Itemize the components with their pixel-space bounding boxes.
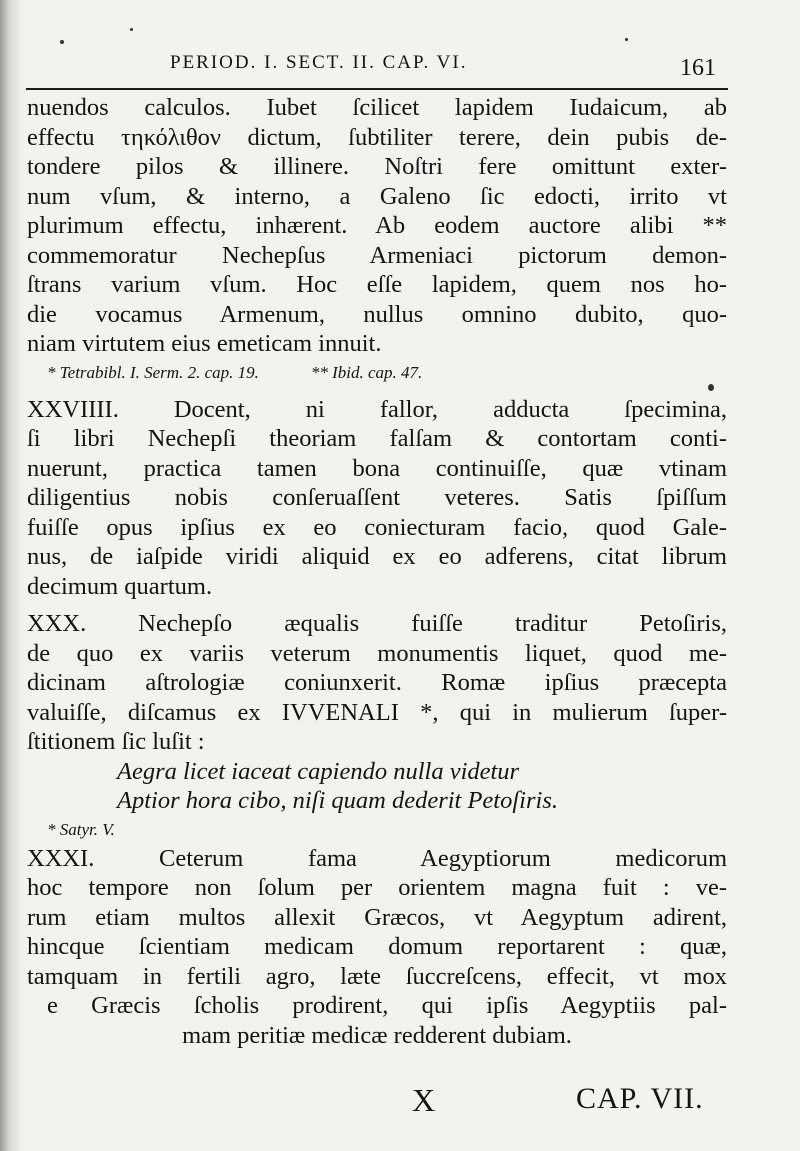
ink-speck (625, 38, 628, 41)
text-line: commemoratur Nechepſus Armeniaci pictorum demon- (27, 241, 727, 269)
text-line: tamquam in fertili agro, læte ſuccreſcens, effecit, vt mox (27, 962, 727, 990)
signature-mark: X (412, 1082, 436, 1118)
ink-speck (60, 40, 64, 44)
text-line: ſtitionem ſic luſit : (27, 728, 205, 755)
footnote (27, 359, 727, 387)
binding-shadow (0, 0, 22, 1151)
text-line: ſi libri Nechepſi theoriam falſam & contortam conti- (27, 425, 727, 452)
page-number: 161 (680, 55, 716, 81)
text-line: rum etiam multos allexit Græcos, vt Aegyptum adirent, (27, 903, 727, 931)
footnote: * Satyr. V. (47, 819, 115, 839)
ink-speck (130, 28, 133, 31)
running-head: PERIOD. I. SECT. II. CAP. VI. (170, 52, 468, 73)
footnote-ref: * Tetrabibl. I. Serm. 2. cap. 19. (47, 362, 259, 382)
text-line: fuiſſe opus ipſius ex eo coniecturam facio, quod Gale- (27, 513, 727, 541)
text-line: niam virtutem eius emeticam innuit. (27, 330, 382, 357)
text-line: hoc tempore non ſolum per orientem magna fuit : ve- (27, 874, 727, 901)
text-line: diligentius nobis conſeruaſſent veteres. Satis ſpiſſum (27, 484, 727, 511)
text-line: ſtrans varium vſum. Hoc eſſe lapidem, quem nos ho- (27, 271, 727, 298)
text-line: dicinam aſtrologiæ coniunxerit. Romæ ipſius præcepta (27, 669, 727, 696)
text-line: tondere pilos & illinere. Noſtri fere omittunt exter- (27, 153, 727, 180)
text-line: num vſum, & interno, a Galeno ſic edocti, irrito vt (27, 182, 727, 210)
text-line: e Græcis ſcholis prodirent, qui ipſis Aegyptiis pal- (47, 992, 727, 1019)
text-line: XXX. Nechepſo æqualis fuiſſe traditur Petoſiris, (27, 610, 727, 637)
verse-line: Aptior hora cibo, niſi quam dederit Petoſiris. (117, 787, 558, 814)
text-line: de quo ex variis veterum monumentis liquet, quod me- (27, 639, 727, 667)
text-line: XXVIIII. Docent, ni fallor, adducta ſpecimina, (27, 395, 727, 423)
header-rule (26, 88, 728, 90)
text-line: mam peritiæ medicæ redderent dubiam. (182, 1021, 572, 1049)
catchword: CAP. VII. (576, 1082, 704, 1115)
text-line: decimum quartum. (27, 572, 213, 600)
text-line: valuiſſe, diſcamus ex IVVENALI *, qui in mulierum ſuper- (27, 698, 727, 726)
text-line: plurimum effectu, inhærent. Ab eodem auctore alibi ** (27, 212, 727, 239)
main-text (27, 93, 727, 1050)
text-line: nuendos calculos. Iubet ſcilicet lapidem Iudaicum, ab (27, 94, 727, 121)
verse-line: Aegra licet iaceat capiendo nulla videtur (117, 757, 520, 785)
text-line: hincque ſcientiam medicam domum reportarent : quæ, (27, 933, 727, 960)
footnote-ref: ** Ibid. cap. 47. (310, 362, 423, 382)
text-line: nuerunt, practica tamen bona continuiſſe, quæ vtinam (27, 454, 727, 482)
text-line: XXXI. Ceterum fama Aegyptiorum medicorum (27, 844, 727, 872)
text-line: effectu τηκόλιθον dictum, ſubtiliter terere, dein pubis de- (27, 123, 727, 151)
text-line: nus, de iaſpide viridi aliquid ex eo adferens, citat librum (27, 543, 727, 570)
text-line: die vocamus Armenum, nullus omnino dubito, quo- (27, 300, 727, 328)
